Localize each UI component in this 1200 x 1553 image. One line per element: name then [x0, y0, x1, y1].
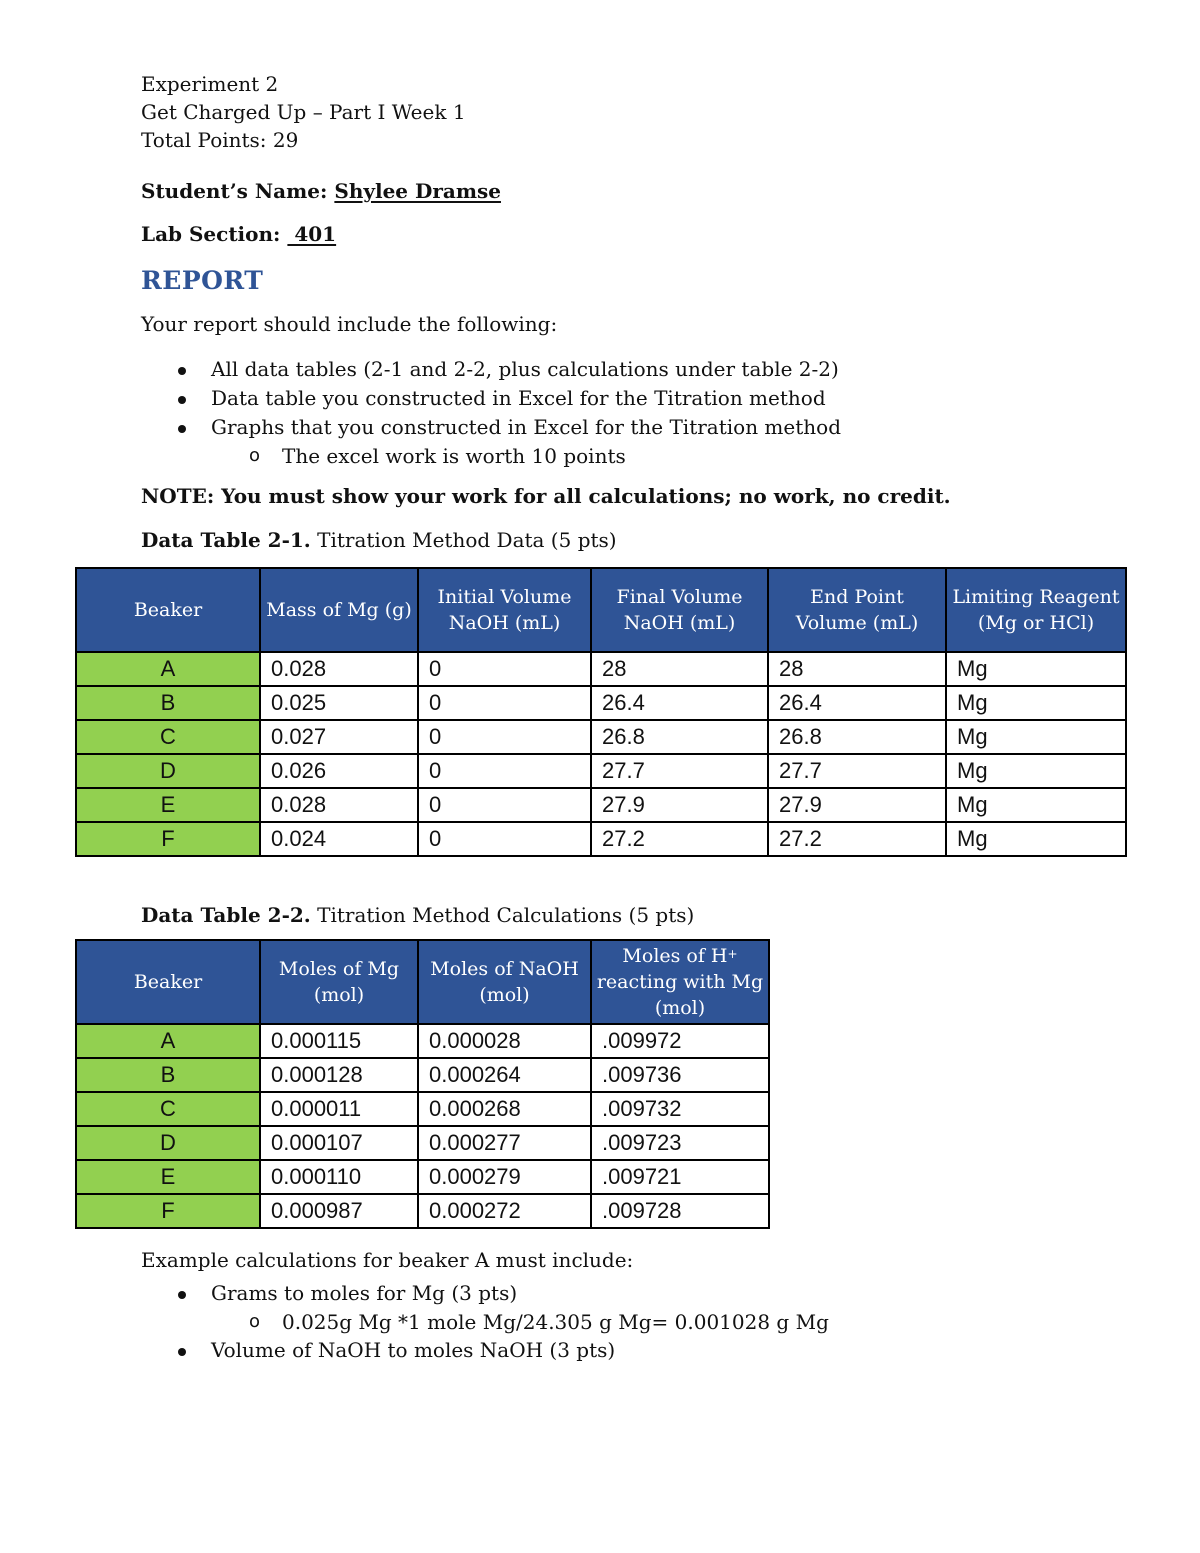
report-intro: Your report should include the following:: [141, 312, 558, 336]
list-item: All data tables (2-1 and 2-2, plus calculations under table 2-2): [141, 355, 841, 384]
lab-section-value: 401: [287, 222, 337, 246]
table-cell: 27.9: [768, 788, 946, 822]
table-cell: 0.026: [260, 754, 418, 788]
report-heading: REPORT: [141, 266, 264, 295]
table-cell: 0.000987: [260, 1194, 418, 1228]
sub-bullet-icon: o: [249, 1311, 261, 1332]
list-item: Graphs that you constructed in Excel for the Titration method: [141, 413, 841, 442]
table-row: [76, 686, 1126, 720]
table-cell: Mg: [946, 720, 1126, 754]
list-item: Data table you constructed in Excel for the Titration method: [141, 384, 841, 413]
beaker-cell: B: [76, 686, 260, 720]
student-name-label: Student’s Name:: [141, 179, 335, 203]
beaker-cell: E: [76, 1160, 260, 1194]
requirements-list: [141, 355, 841, 470]
titration-calculations-table: [75, 939, 770, 1229]
bullet-icon: [178, 1348, 186, 1356]
table-cell: 0.024: [260, 822, 418, 856]
table-cell: 0: [418, 822, 591, 856]
table-cell: 26.4: [768, 686, 946, 720]
table-cell: 26.8: [591, 720, 768, 754]
table-cell: 0.000277: [418, 1126, 591, 1160]
table-cell: 0: [418, 720, 591, 754]
beaker-cell: D: [76, 1126, 260, 1160]
table-row: [76, 822, 1126, 856]
table-row: [76, 1160, 769, 1194]
student-name-field: [141, 179, 501, 203]
table-cell: 0.000110: [260, 1160, 418, 1194]
table-cell: 0: [418, 788, 591, 822]
table-cell: 0.000107: [260, 1126, 418, 1160]
table-row: [76, 1024, 769, 1058]
bullet-icon: [178, 367, 186, 375]
beaker-cell: C: [76, 720, 260, 754]
table-cell: 27.9: [591, 788, 768, 822]
column-header: Limiting Reagent (Mg or HCl): [946, 568, 1126, 652]
table-row: [76, 788, 1126, 822]
table-cell: 27.2: [768, 822, 946, 856]
document-header: [141, 70, 466, 154]
table-cell: 0.000115: [260, 1024, 418, 1058]
column-header: Final Volume NaOH (mL): [591, 568, 768, 652]
column-header: Initial Volume NaOH (mL): [418, 568, 591, 652]
table-cell: 0.000011: [260, 1092, 418, 1126]
list-subitem: o 0.025g Mg *1 mole Mg/24.305 g Mg= 0.001028 g Mg: [249, 1310, 829, 1334]
column-header: Moles of Mg (mol): [260, 940, 418, 1024]
table-cell: 0.000279: [418, 1160, 591, 1194]
sub-bullet-icon: o: [249, 445, 261, 466]
column-header: End Point Volume (mL): [768, 568, 946, 652]
table-row: [76, 754, 1126, 788]
table-cell: 0.027: [260, 720, 418, 754]
table-cell: 0.000272: [418, 1194, 591, 1228]
table-cell: 0.025: [260, 686, 418, 720]
list-item: Volume of NaOH to moles NaOH (3 pts): [141, 1336, 829, 1365]
note-text: NOTE: You must show your work for all calculations; no work, no credit.: [141, 484, 951, 508]
table-cell: Mg: [946, 822, 1126, 856]
beaker-cell: C: [76, 1092, 260, 1126]
table-row: [76, 1058, 769, 1092]
table-row: [76, 1092, 769, 1126]
table-cell: 0.000128: [260, 1058, 418, 1092]
table-cell: 27.2: [591, 822, 768, 856]
table-cell: Mg: [946, 652, 1126, 686]
table-cell: 0.000264: [418, 1058, 591, 1092]
beaker-cell: B: [76, 1058, 260, 1092]
table-row: [76, 1126, 769, 1160]
table-cell: 0.028: [260, 788, 418, 822]
table-cell: .009972: [591, 1024, 769, 1058]
student-name-value: Shylee Dramse: [334, 179, 501, 203]
table-cell: .009723: [591, 1126, 769, 1160]
column-header: Moles of H+ reacting with Mg (mol): [591, 940, 769, 1024]
table-cell: 26.8: [768, 720, 946, 754]
table-row: [76, 652, 1126, 686]
table-cell: .009728: [591, 1194, 769, 1228]
table-header-row: [76, 568, 1126, 652]
table-cell: 28: [591, 652, 768, 686]
bullet-icon: [178, 396, 186, 404]
table-cell: 0.028: [260, 652, 418, 686]
table-cell: 26.4: [591, 686, 768, 720]
beaker-cell: D: [76, 754, 260, 788]
table-cell: .009736: [591, 1058, 769, 1092]
lab-section-label: Lab Section:: [141, 222, 288, 246]
table-cell: 0: [418, 652, 591, 686]
lab-section-field: [141, 222, 336, 246]
table2-caption: Data Table 2-2. Titration Method Calculations (5 pts): [141, 903, 695, 927]
list-subitem: o The excel work is worth 10 points: [249, 444, 626, 468]
table-cell: 27.7: [591, 754, 768, 788]
experiment-title: Get Charged Up – Part I Week 1: [141, 100, 466, 124]
table-cell: Mg: [946, 788, 1126, 822]
table-cell: 28: [768, 652, 946, 686]
example-calculations-list: [141, 1279, 829, 1365]
column-header: Beaker: [76, 940, 260, 1024]
beaker-cell: A: [76, 1024, 260, 1058]
titration-data-table: [75, 567, 1127, 857]
column-header: Beaker: [76, 568, 260, 652]
beaker-cell: A: [76, 652, 260, 686]
table-cell: 0.000268: [418, 1092, 591, 1126]
total-points: Total Points: 29: [141, 128, 299, 152]
table-cell: 27.7: [768, 754, 946, 788]
column-header: Moles of NaOH (mol): [418, 940, 591, 1024]
bullet-icon: [178, 425, 186, 433]
beaker-cell: E: [76, 788, 260, 822]
table-cell: 0.000028: [418, 1024, 591, 1058]
table-cell: 0: [418, 754, 591, 788]
column-header: Mass of Mg (g): [260, 568, 418, 652]
beaker-cell: F: [76, 1194, 260, 1228]
table1-caption: Data Table 2-1. Titration Method Data (5 pts): [141, 528, 617, 552]
table-cell: Mg: [946, 686, 1126, 720]
table-row: [76, 720, 1126, 754]
example-calculations-intro: Example calculations for beaker A must include:: [141, 1248, 634, 1272]
experiment-number: Experiment 2: [141, 72, 279, 96]
table-header-row: [76, 940, 769, 1024]
table-cell: 0: [418, 686, 591, 720]
table-row: [76, 1194, 769, 1228]
bullet-icon: [178, 1291, 186, 1299]
list-item: Grams to moles for Mg (3 pts): [141, 1279, 829, 1308]
beaker-cell: F: [76, 822, 260, 856]
table-cell: .009732: [591, 1092, 769, 1126]
table-cell: .009721: [591, 1160, 769, 1194]
table-cell: Mg: [946, 754, 1126, 788]
